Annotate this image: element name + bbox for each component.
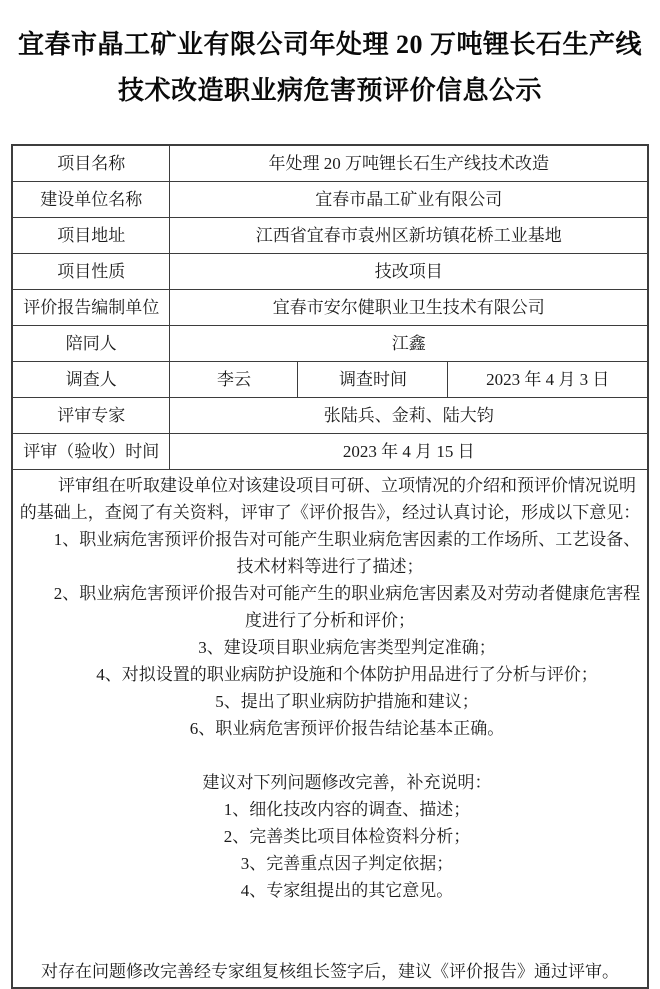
row-review-opinion bbox=[12, 470, 648, 989]
opinion-item-1: 1、职业病危害预评价报告对可能产生职业病危害因素的工作场所、工艺设备、技术材料等进行了描述； bbox=[53, 530, 641, 576]
project-name-label: 项目名称 bbox=[12, 145, 170, 182]
suggestion-item-2: 2、完善类比项目体检资料分析； bbox=[223, 827, 471, 846]
row-review-time bbox=[12, 434, 648, 470]
accompanying-person-label: 陪同人 bbox=[12, 326, 170, 362]
review-experts-value: 张陆兵、金莉、陆大钧 bbox=[170, 398, 648, 434]
project-nature-label: 项目性质 bbox=[12, 254, 170, 290]
construction-unit-value: 宜春市晶工矿业有限公司 bbox=[170, 182, 648, 218]
project-address-label: 项目地址 bbox=[12, 218, 170, 254]
opinion-item-5: 5、提出了职业病防护措施和建议； bbox=[215, 692, 479, 711]
row-report-compiler bbox=[12, 290, 648, 326]
row-accompanying-person bbox=[12, 326, 648, 362]
conclusion-line: 对存在问题修改完善经专家组复核组长签字后，建议《评价报告》通过评审。 bbox=[41, 962, 619, 981]
project-name-value: 年处理 20 万吨锂长石生产线技术改造 bbox=[170, 145, 648, 182]
investigation-time-value: 2023 年 4 月 3 日 bbox=[448, 362, 648, 398]
investigation-time-label: 调查时间 bbox=[298, 362, 448, 398]
suggestion-intro: 建议对下列问题修改完善，补充说明： bbox=[202, 773, 492, 792]
document-page bbox=[0, 22, 660, 981]
opinion-item-2: 2、职业病危害预评价报告对可能产生的职业病危害因素及对劳动者健康危害程度进行了分析和评价； bbox=[53, 584, 641, 630]
opinion-item-4: 4、对拟设置的职业病防护设施和个体防护用品进行了分析与评价； bbox=[96, 665, 598, 684]
row-review-experts bbox=[12, 398, 648, 434]
review-time-value: 2023 年 4 月 15 日 bbox=[170, 434, 648, 470]
suggestion-item-4: 4、专家组提出的其它意见。 bbox=[240, 881, 454, 900]
project-address-value: 江西省宜春市袁州区新坊镇花桥工业基地 bbox=[170, 218, 648, 254]
row-project-address bbox=[12, 218, 648, 254]
investigator-value: 李云 bbox=[170, 362, 298, 398]
suggestion-item-1: 1、细化技改内容的调查、描述； bbox=[223, 800, 471, 819]
investigator-label: 调查人 bbox=[12, 362, 170, 398]
report-compiler-value: 宜春市安尔健职业卫生技术有限公司 bbox=[170, 290, 648, 326]
construction-unit-label: 建设单位名称 bbox=[12, 182, 170, 218]
row-project-name bbox=[12, 145, 648, 182]
review-opinion-cell bbox=[12, 470, 648, 989]
project-nature-value: 技改项目 bbox=[170, 254, 648, 290]
opinion-item-3: 3、建设项目职业病危害类型判定准确； bbox=[198, 638, 496, 657]
row-investigator bbox=[12, 362, 648, 398]
opinion-intro: 评审组在听取建设单位对该建设项目可研、立项情况的介绍和预评价情况说明的基础上，查阅了有关资料，评审了《评价报告》，经过认真讨论，形成以下意见： bbox=[19, 476, 641, 522]
row-construction-unit bbox=[12, 182, 648, 218]
info-table bbox=[11, 144, 649, 989]
suggestion-item-3: 3、完善重点因子判定依据； bbox=[240, 854, 454, 873]
page-title: 宜春市晶工矿业有限公司年处理 20 万吨锂长石生产线技术改造职业病危害预评价信息公示 bbox=[17, 30, 642, 105]
accompanying-person-value: 江鑫 bbox=[170, 326, 648, 362]
review-time-label: 评审（验收）时间 bbox=[12, 434, 170, 470]
report-compiler-label: 评价报告编制单位 bbox=[12, 290, 170, 326]
opinion-item-6: 6、职业病危害预评价报告结论基本正确。 bbox=[189, 719, 505, 738]
review-experts-label: 评审专家 bbox=[12, 398, 170, 434]
row-project-nature bbox=[12, 254, 648, 290]
